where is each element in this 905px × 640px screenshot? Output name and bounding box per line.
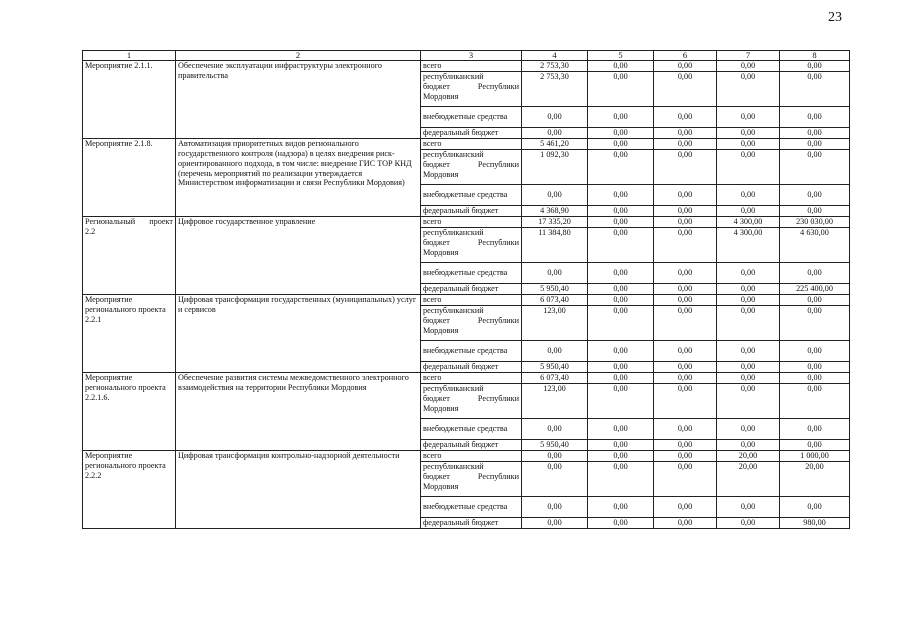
amount-cell: 1 000,00 — [780, 451, 850, 462]
amount-cell: 0,00 — [780, 384, 850, 419]
amount-cell: 0,00 — [717, 107, 780, 128]
amount-cell: 0,00 — [588, 217, 654, 228]
amount-cell: 0,00 — [654, 306, 717, 341]
amount-cell: 0,00 — [654, 228, 717, 263]
amount-cell: 0,00 — [588, 128, 654, 139]
source-label-line: республиканский — [423, 150, 484, 159]
amount-cell: 17 335,20 — [522, 217, 588, 228]
amount-cell: 0,00 — [717, 440, 780, 451]
funding-source: внебюджетные средства — [421, 497, 522, 518]
amount-cell: 0,00 — [654, 341, 717, 362]
amount-cell: 0,00 — [780, 185, 850, 206]
measure-name: Мероприятие регионального проекта 2.2.1.6. — [83, 373, 176, 451]
amount-cell: 0,00 — [588, 440, 654, 451]
amount-cell: 20,00 — [717, 462, 780, 497]
amount-cell: 0,00 — [588, 107, 654, 128]
amount-cell: 0,00 — [654, 139, 717, 150]
funding-source — [421, 228, 522, 263]
amount-cell: 0,00 — [588, 362, 654, 373]
col-header: 6 — [654, 51, 717, 61]
funding-source — [421, 384, 522, 419]
amount-cell: 0,00 — [588, 373, 654, 384]
source-label-word: бюджет — [423, 159, 450, 169]
amount-cell: 0,00 — [588, 150, 654, 185]
amount-cell: 1 092,30 — [522, 150, 588, 185]
amount-cell: 0,00 — [717, 263, 780, 284]
funding-source: внебюджетные средства — [421, 185, 522, 206]
source-label-line: Мордовия — [423, 325, 459, 335]
amount-cell: 0,00 — [717, 61, 780, 72]
amount-cell: 980,00 — [780, 518, 850, 529]
source-label-line: республиканский — [423, 72, 484, 81]
amount-cell: 0,00 — [588, 139, 654, 150]
amount-cell: 0,00 — [717, 128, 780, 139]
measure-name: Региональный проект 2.2 — [83, 217, 176, 295]
amount-cell: 20,00 — [780, 462, 850, 497]
funding-source — [421, 72, 522, 107]
amount-cell: 0,00 — [588, 284, 654, 295]
funding-source: всего — [421, 61, 522, 72]
amount-cell: 2 753,30 — [522, 72, 588, 107]
measure-name: Мероприятие 2.1.8. — [83, 139, 176, 217]
measure-description: Обеспечение эксплуатации инфраструктуры электронного правительства — [176, 61, 421, 139]
funding-source: внебюджетные средства — [421, 341, 522, 362]
col-header: 7 — [717, 51, 780, 61]
amount-cell: 5 950,40 — [522, 362, 588, 373]
amount-cell: 0,00 — [654, 128, 717, 139]
amount-cell: 0,00 — [654, 72, 717, 107]
measure-name: Мероприятие регионального проекта 2.2.1 — [83, 295, 176, 373]
amount-cell: 0,00 — [717, 72, 780, 107]
funding-source: федеральный бюджет — [421, 518, 522, 529]
funding-source: федеральный бюджет — [421, 362, 522, 373]
amount-cell: 20,00 — [717, 451, 780, 462]
amount-cell: 0,00 — [717, 284, 780, 295]
amount-cell: 0,00 — [588, 185, 654, 206]
amount-cell: 0,00 — [588, 341, 654, 362]
source-label-word: бюджет — [423, 393, 450, 403]
funding-source: внебюджетные средства — [421, 263, 522, 284]
amount-cell: 0,00 — [522, 185, 588, 206]
source-label-line — [423, 82, 519, 92]
source-label-word: бюджет — [423, 237, 450, 247]
amount-cell: 0,00 — [654, 206, 717, 217]
amount-cell: 0,00 — [522, 451, 588, 462]
amount-cell: 2 753,30 — [522, 61, 588, 72]
amount-cell: 0,00 — [717, 419, 780, 440]
amount-cell: 0,00 — [654, 150, 717, 185]
measure-name: Мероприятие 2.1.1. — [83, 61, 176, 139]
measure-description: Цифровая трансформация государственных (муниципальных) услуг и сервисов — [176, 295, 421, 373]
amount-cell: 0,00 — [588, 462, 654, 497]
amount-cell: 0,00 — [717, 384, 780, 419]
amount-cell: 0,00 — [780, 362, 850, 373]
measure-description: Обеспечение развития системы межведомственного электронного взаимодействия на территории Республики Мордовия — [176, 373, 421, 451]
funding-source: всего — [421, 139, 522, 150]
source-label-line: Мордовия — [423, 247, 459, 257]
amount-cell: 4 368,90 — [522, 206, 588, 217]
amount-cell: 0,00 — [522, 419, 588, 440]
amount-cell: 0,00 — [588, 72, 654, 107]
amount-cell: 0,00 — [522, 518, 588, 529]
amount-cell: 0,00 — [654, 217, 717, 228]
col-header: 3 — [421, 51, 522, 61]
amount-cell: 0,00 — [717, 497, 780, 518]
table-row — [83, 373, 850, 384]
table-row — [83, 61, 850, 72]
source-label-word: бюджет — [423, 471, 450, 481]
amount-cell: 0,00 — [654, 373, 717, 384]
source-label-line: Мордовия — [423, 91, 459, 101]
amount-cell: 0,00 — [654, 362, 717, 373]
amount-cell: 0,00 — [780, 419, 850, 440]
amount-cell: 0,00 — [780, 373, 850, 384]
col-header: 5 — [588, 51, 654, 61]
amount-cell: 0,00 — [522, 462, 588, 497]
source-label-word: Республики — [477, 159, 519, 169]
col-header: 2 — [176, 51, 421, 61]
amount-cell: 0,00 — [780, 72, 850, 107]
amount-cell: 0,00 — [522, 497, 588, 518]
amount-cell: 0,00 — [654, 384, 717, 419]
funding-source — [421, 306, 522, 341]
source-label-line: Мордовия — [423, 169, 459, 179]
amount-cell: 0,00 — [588, 419, 654, 440]
col-header: 1 — [83, 51, 176, 61]
amount-cell: 0,00 — [717, 518, 780, 529]
table-row — [83, 451, 850, 462]
amount-cell: 0,00 — [780, 150, 850, 185]
amount-cell: 4 300,00 — [717, 217, 780, 228]
source-label-line — [423, 472, 519, 482]
amount-cell: 0,00 — [717, 185, 780, 206]
amount-cell: 11 384,80 — [522, 228, 588, 263]
header-row — [83, 51, 850, 61]
amount-cell: 0,00 — [654, 61, 717, 72]
funding-source: всего — [421, 451, 522, 462]
source-label-word: Республики — [477, 393, 519, 403]
amount-cell: 4 630,00 — [780, 228, 850, 263]
source-label-word: бюджет — [423, 81, 450, 91]
amount-cell: 0,00 — [654, 518, 717, 529]
amount-cell: 0,00 — [780, 107, 850, 128]
amount-cell: 0,00 — [522, 341, 588, 362]
amount-cell: 0,00 — [654, 440, 717, 451]
page-number: 23 — [828, 10, 842, 25]
source-label-line: Мордовия — [423, 403, 459, 413]
amount-cell: 123,00 — [522, 384, 588, 419]
amount-cell: 0,00 — [588, 295, 654, 306]
amount-cell: 0,00 — [522, 128, 588, 139]
amount-cell: 0,00 — [780, 440, 850, 451]
funding-source: внебюджетные средства — [421, 419, 522, 440]
measure-description: Цифровая трансформация контрольно-надзорной деятельности — [176, 451, 421, 529]
amount-cell: 0,00 — [654, 419, 717, 440]
source-label-line — [423, 316, 519, 326]
source-label-line — [423, 160, 519, 170]
table-row — [83, 139, 850, 150]
col-header: 8 — [780, 51, 850, 61]
amount-cell: 0,00 — [654, 295, 717, 306]
source-label-line — [423, 394, 519, 404]
amount-cell: 225 400,00 — [780, 284, 850, 295]
source-label-line: республиканский — [423, 306, 484, 315]
amount-cell: 6 073,40 — [522, 373, 588, 384]
amount-cell: 0,00 — [522, 107, 588, 128]
amount-cell: 5 950,40 — [522, 284, 588, 295]
amount-cell: 5 950,40 — [522, 440, 588, 451]
amount-cell: 0,00 — [654, 284, 717, 295]
amount-cell: 0,00 — [588, 61, 654, 72]
source-label-line: республиканский — [423, 384, 484, 393]
amount-cell: 0,00 — [780, 263, 850, 284]
amount-cell: 4 300,00 — [717, 228, 780, 263]
amount-cell: 0,00 — [522, 263, 588, 284]
funding-source: внебюджетные средства — [421, 107, 522, 128]
source-label-word: бюджет — [423, 315, 450, 325]
funding-source: федеральный бюджет — [421, 284, 522, 295]
amount-cell: 0,00 — [780, 61, 850, 72]
amount-cell: 230 030,00 — [780, 217, 850, 228]
amount-cell: 0,00 — [588, 206, 654, 217]
amount-cell: 0,00 — [654, 462, 717, 497]
amount-cell: 0,00 — [717, 206, 780, 217]
amount-cell: 0,00 — [780, 128, 850, 139]
amount-cell: 0,00 — [717, 306, 780, 341]
amount-cell: 0,00 — [588, 263, 654, 284]
source-label-word: Республики — [477, 81, 519, 91]
funding-table — [82, 50, 850, 529]
amount-cell: 0,00 — [588, 306, 654, 341]
funding-source: всего — [421, 373, 522, 384]
source-label-word: Республики — [477, 237, 519, 247]
amount-cell: 0,00 — [717, 139, 780, 150]
amount-cell: 6 073,40 — [522, 295, 588, 306]
measure-description: Цифровое государственное управление — [176, 217, 421, 295]
source-label-line: республиканский — [423, 228, 484, 237]
measure-name: Мероприятие регионального проекта 2.2.2 — [83, 451, 176, 529]
amount-cell: 0,00 — [780, 139, 850, 150]
funding-source: федеральный бюджет — [421, 128, 522, 139]
amount-cell: 0,00 — [654, 107, 717, 128]
amount-cell: 0,00 — [654, 451, 717, 462]
amount-cell: 0,00 — [717, 362, 780, 373]
amount-cell: 0,00 — [588, 384, 654, 419]
source-label-line: республиканский — [423, 462, 484, 471]
amount-cell: 0,00 — [654, 185, 717, 206]
amount-cell: 0,00 — [717, 295, 780, 306]
source-label-word: Республики — [477, 315, 519, 325]
table-row — [83, 295, 850, 306]
amount-cell: 0,00 — [717, 150, 780, 185]
amount-cell: 5 461,20 — [522, 139, 588, 150]
funding-source: федеральный бюджет — [421, 440, 522, 451]
amount-cell: 0,00 — [588, 497, 654, 518]
amount-cell: 0,00 — [588, 518, 654, 529]
amount-cell: 0,00 — [654, 497, 717, 518]
source-label-line — [423, 238, 519, 248]
amount-cell: 0,00 — [780, 295, 850, 306]
amount-cell: 0,00 — [717, 373, 780, 384]
funding-source — [421, 150, 522, 185]
funding-source: всего — [421, 217, 522, 228]
amount-cell: 0,00 — [780, 306, 850, 341]
col-header: 4 — [522, 51, 588, 61]
amount-cell: 0,00 — [654, 263, 717, 284]
source-label-word: Республики — [477, 471, 519, 481]
amount-cell: 0,00 — [780, 341, 850, 362]
funding-source — [421, 462, 522, 497]
amount-cell: 0,00 — [588, 451, 654, 462]
measure-description: Автоматизация приоритетных видов регионального государственного контроля (надзора) в целях внедрения риск-ориентированного подхода, в том числе: внедрение ГИС ТОР КНД (перечень мероприятий по реализации утверждается Министерством информатизации и связи Республики Мордовия) — [176, 139, 421, 217]
amount-cell: 0,00 — [780, 497, 850, 518]
source-label-line: Мордовия — [423, 481, 459, 491]
funding-source: всего — [421, 295, 522, 306]
amount-cell: 123,00 — [522, 306, 588, 341]
table-row — [83, 217, 850, 228]
amount-cell: 0,00 — [717, 341, 780, 362]
amount-cell: 0,00 — [588, 228, 654, 263]
amount-cell: 0,00 — [780, 206, 850, 217]
funding-source: федеральный бюджет — [421, 206, 522, 217]
